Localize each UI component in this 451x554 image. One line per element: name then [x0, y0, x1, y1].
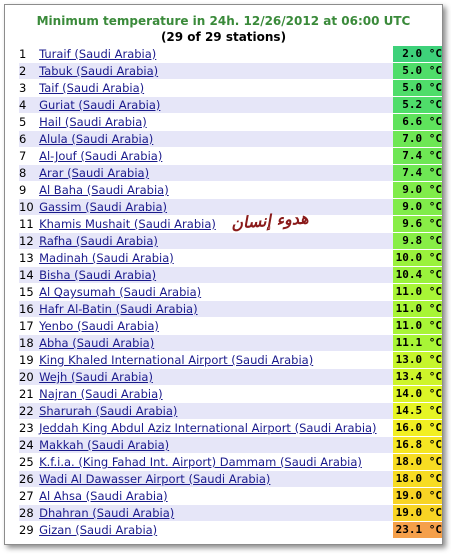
temperature-value: 11.0 °C [393, 301, 442, 318]
station-link[interactable]: Gizan (Saudi Arabia) [39, 523, 158, 537]
row-index: 21 [19, 386, 39, 403]
row-index: 19 [19, 352, 39, 369]
table-row [19, 488, 442, 505]
panel-frame [4, 4, 443, 545]
temperature-value: 9.0 °C [393, 182, 442, 199]
station-link[interactable]: Arar (Saudi Arabia) [39, 166, 150, 180]
row-index: 16 [19, 301, 39, 318]
row-index: 25 [19, 454, 39, 471]
station-cell [39, 80, 393, 97]
table-row [19, 369, 442, 386]
table-row [19, 420, 442, 437]
row-index: 27 [19, 488, 39, 505]
temperature-value: 19.0 °C [393, 505, 442, 522]
station-cell [39, 216, 393, 233]
station-link[interactable]: Turaif (Saudi Arabia) [39, 47, 157, 61]
temperature-value: 7.0 °C [393, 131, 442, 148]
temperature-value: 16.8 °C [393, 437, 442, 454]
row-index: 10 [19, 199, 39, 216]
station-link[interactable]: Najran (Saudi Arabia) [39, 387, 163, 401]
row-index: 13 [19, 250, 39, 267]
station-link[interactable]: Makkah (Saudi Arabia) [39, 438, 170, 452]
row-index: 14 [19, 267, 39, 284]
station-link[interactable]: Gassim (Saudi Arabia) [39, 200, 168, 214]
row-index: 26 [19, 471, 39, 488]
row-index: 24 [19, 437, 39, 454]
temperature-value: 13.0 °C [393, 352, 442, 369]
row-index: 8 [19, 165, 39, 182]
table-row [19, 97, 442, 114]
row-index: 9 [19, 182, 39, 199]
table-row [19, 386, 442, 403]
table-row [19, 63, 442, 80]
station-cell [39, 352, 393, 369]
row-index: 22 [19, 403, 39, 420]
table-row [19, 114, 442, 131]
station-link[interactable]: Rafha (Saudi Arabia) [39, 234, 158, 248]
row-index: 1 [19, 46, 39, 63]
row-index: 29 [19, 522, 39, 539]
station-link[interactable]: Taif (Saudi Arabia) [39, 81, 145, 95]
table-row [19, 233, 442, 250]
page-title: Minimum temperature in 24h. 12/26/2012 at 06:00 UTC [36, 14, 411, 28]
station-link[interactable]: Wadi Al Dawasser Airport (Saudi Arabia) [39, 472, 271, 486]
stations-table [19, 46, 442, 539]
row-index: 20 [19, 369, 39, 386]
station-cell [39, 233, 393, 250]
row-index: 12 [19, 233, 39, 250]
station-link[interactable]: K.f.i.a. (King Fahad Int. Airport) Dammam (Saudi Arabia) [39, 455, 362, 469]
station-link[interactable]: Jeddah King Abdul Aziz International Airport (Saudi Arabia) [39, 421, 377, 435]
temperature-value: 11.0 °C [393, 284, 442, 301]
table-row [19, 165, 442, 182]
station-cell [39, 318, 393, 335]
station-cell [39, 420, 393, 437]
station-link[interactable]: Dhahran (Saudi Arabia) [39, 506, 175, 520]
station-count: (29 of 29 stations) [160, 30, 287, 44]
table-row [19, 437, 442, 454]
station-cell [39, 131, 393, 148]
temperature-value: 6.6 °C [393, 114, 442, 131]
row-index: 15 [19, 284, 39, 301]
table-row [19, 131, 442, 148]
station-link[interactable]: Al-Jouf (Saudi Arabia) [39, 149, 163, 163]
station-cell [39, 148, 393, 165]
station-cell [39, 505, 393, 522]
temperature-value: 13.4 °C [393, 369, 442, 386]
table-row [19, 454, 442, 471]
station-link[interactable]: Abha (Saudi Arabia) [39, 336, 155, 350]
row-index: 23 [19, 420, 39, 437]
temperature-value: 23.1 °C [393, 522, 442, 539]
station-link[interactable]: Hail (Saudi Arabia) [39, 115, 147, 129]
table-row [19, 318, 442, 335]
station-link[interactable]: Wejh (Saudi Arabia) [39, 370, 153, 384]
station-cell [39, 267, 393, 284]
row-index: 18 [19, 335, 39, 352]
station-cell [39, 403, 393, 420]
temperature-value: 7.4 °C [393, 165, 442, 182]
station-link[interactable]: Tabuk (Saudi Arabia) [39, 64, 159, 78]
temperature-value: 9.6 °C [393, 216, 442, 233]
table-row [19, 46, 442, 63]
table-row [19, 352, 442, 369]
station-link[interactable]: Bisha (Saudi Arabia) [39, 268, 157, 282]
row-index: 28 [19, 505, 39, 522]
table-row [19, 301, 442, 318]
row-index: 3 [19, 80, 39, 97]
row-index: 11 [19, 216, 39, 233]
station-cell [39, 284, 393, 301]
table-row [19, 148, 442, 165]
temperature-value: 10.4 °C [393, 267, 442, 284]
table-row [19, 505, 442, 522]
station-link[interactable]: Sharurah (Saudi Arabia) [39, 404, 178, 418]
temperature-value: 14.5 °C [393, 403, 442, 420]
row-index: 4 [19, 97, 39, 114]
temperature-value: 5.0 °C [393, 80, 442, 97]
row-index: 7 [19, 148, 39, 165]
table-row [19, 335, 442, 352]
station-link[interactable]: Alula (Saudi Arabia) [39, 132, 154, 146]
table-row [19, 522, 442, 539]
station-cell [39, 471, 393, 488]
temperature-value: 19.0 °C [393, 488, 442, 505]
station-cell [39, 199, 393, 216]
temperature-value: 9.8 °C [393, 233, 442, 250]
station-cell [39, 97, 393, 114]
temperature-value: 18.0 °C [393, 471, 442, 488]
station-cell [39, 522, 393, 539]
station-cell [39, 63, 393, 80]
station-link[interactable]: Yenbo (Saudi Arabia) [39, 319, 159, 333]
station-link[interactable]: King Khaled International Airport (Saudi Arabia) [39, 353, 314, 367]
row-index: 17 [19, 318, 39, 335]
row-index: 2 [19, 63, 39, 80]
row-index: 5 [19, 114, 39, 131]
station-link[interactable]: Al Ahsa (Saudi Arabia) [39, 489, 168, 503]
station-link[interactable]: Madinah (Saudi Arabia) [39, 251, 174, 265]
row-index: 6 [19, 131, 39, 148]
temperature-value: 14.0 °C [393, 386, 442, 403]
temperature-value: 11.0 °C [393, 318, 442, 335]
station-cell [39, 182, 393, 199]
temperature-value: 7.4 °C [393, 148, 442, 165]
station-cell [39, 46, 393, 63]
temperature-value: 9.0 °C [393, 199, 442, 216]
station-link[interactable]: Khamis Mushait (Saudi Arabia) [39, 217, 216, 231]
temperature-value: 5.0 °C [393, 63, 442, 80]
station-cell [39, 488, 393, 505]
station-cell [39, 301, 393, 318]
watermark-signature: هدوء إنسان [230, 208, 310, 233]
station-link[interactable]: Al Qaysumah (Saudi Arabia) [39, 285, 202, 299]
station-cell [39, 335, 393, 352]
station-cell [39, 437, 393, 454]
station-cell [39, 114, 393, 131]
station-cell [39, 369, 393, 386]
temperature-value: 10.0 °C [393, 250, 442, 267]
table-row [19, 182, 442, 199]
table-row [19, 403, 442, 420]
table-row [19, 250, 442, 267]
table-row [19, 284, 442, 301]
temperature-value: 11.1 °C [393, 335, 442, 352]
station-link[interactable]: Al Baha (Saudi Arabia) [39, 183, 169, 197]
temperature-value: 16.0 °C [393, 420, 442, 437]
station-cell [39, 165, 393, 182]
station-link[interactable]: Guriat (Saudi Arabia) [39, 98, 161, 112]
station-cell [39, 386, 393, 403]
table-row [19, 80, 442, 97]
station-cell [39, 250, 393, 267]
temperature-value: 5.2 °C [393, 97, 442, 114]
station-link[interactable]: Hafr Al-Batin (Saudi Arabia) [39, 302, 198, 316]
table-row [19, 267, 442, 284]
temperature-value: 18.0 °C [393, 454, 442, 471]
station-cell [39, 454, 393, 471]
temperature-value: 2.0 °C [393, 46, 442, 63]
table-row [19, 471, 442, 488]
